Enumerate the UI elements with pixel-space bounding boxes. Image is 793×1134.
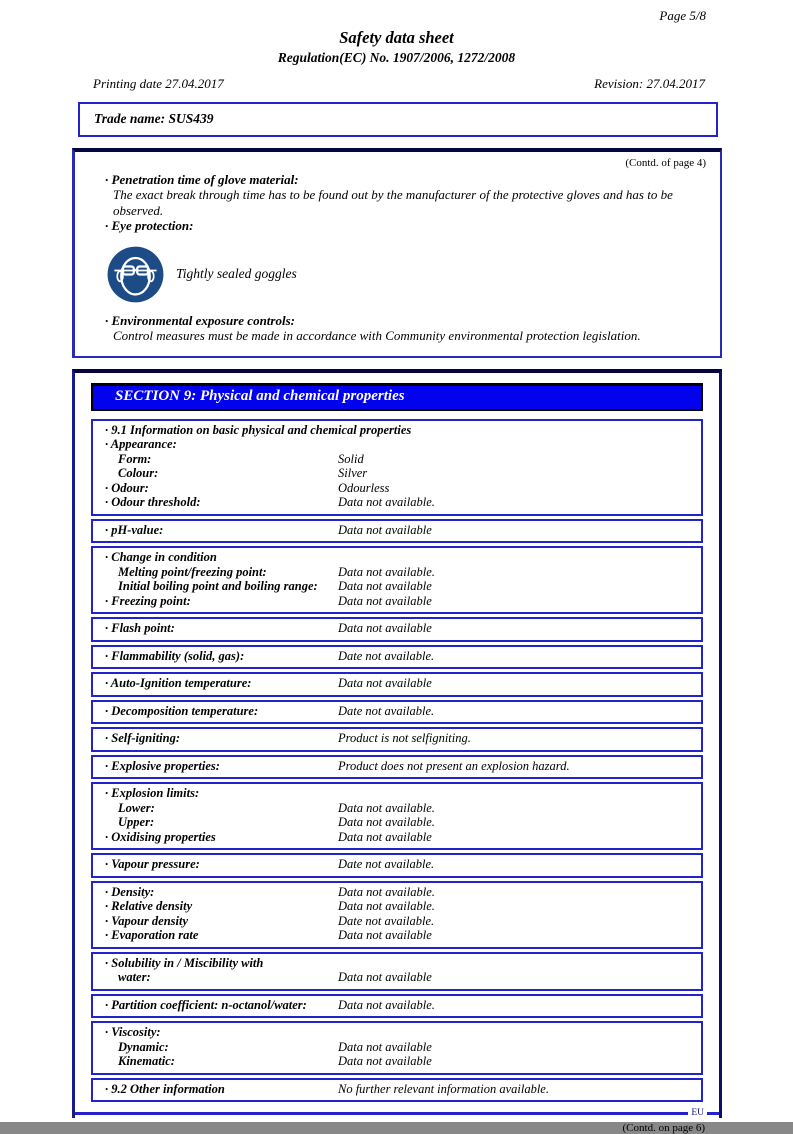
property-label: Lower: [118,800,155,815]
property-label: · 9.1 Information on basic physical and chemical properties [105,422,412,437]
dates-row [93,76,705,92]
property-row [101,1025,693,1040]
property-row [101,481,693,496]
property-table [91,419,703,516]
environmental-exposure-body: Control measures must be made in accordance with Community environmental protection legislation. [113,328,641,343]
property-table [91,1021,703,1075]
property-row [101,815,693,830]
property-value: Date not available. [338,648,435,663]
property-label: · Flash point: [105,621,175,635]
property-label: water: [118,970,151,984]
environmental-exposure-heading: · Environmental exposure controls: [105,312,295,328]
property-value: Data not available [338,1054,432,1068]
property-row [101,928,693,943]
exposure-controls-box [72,148,722,358]
property-row [101,452,693,467]
eu-line-segment-end [707,1112,719,1115]
property-row [101,621,693,636]
property-label: · Vapour pressure: [105,857,200,871]
goggles-pictogram-row [107,246,706,303]
property-table [91,782,703,850]
property-row [101,998,693,1013]
property-table [91,881,703,949]
property-label: Initial boiling point and boiling range: [118,579,318,593]
property-label: · Odour: [105,480,149,495]
property-row [101,914,693,929]
property-row [101,523,693,538]
property-value: Data not available [338,522,432,537]
property-label: · Solubility in / Miscibility with [105,955,264,970]
property-value: Data not available. [338,800,435,815]
property-label: · Vapour density [105,913,189,928]
property-row [101,423,693,438]
property-table [91,727,703,752]
property-row [101,830,693,845]
goggles-caption: Tightly sealed goggles [176,266,297,282]
trade-name: Trade name: SUS439 [94,111,214,126]
property-value: Product does not present an explosion hazard. [338,758,570,773]
document-subtitle: Regulation(EC) No. 1907/2006, 1272/2008 [277,50,516,65]
property-row [101,649,693,664]
property-value: Data not available [338,970,432,984]
property-row [101,731,693,746]
property-label: · Explosion limits: [105,786,200,800]
trade-name-box [78,102,718,137]
property-label: · Relative density [105,899,193,913]
property-label: · Oxidising properties [105,829,216,844]
property-label: Kinematic: [118,1054,175,1068]
property-label: · Viscosity: [105,1025,161,1039]
property-row [101,704,693,719]
goggles-pictogram-icon [107,246,164,303]
property-row [101,1054,693,1069]
property-value: Data not available [338,1039,432,1054]
revision-date: Revision: 27.04.2017 [594,76,705,91]
property-value: Date not available. [338,913,435,928]
property-row [101,857,693,872]
property-value: Data not available. [338,899,435,913]
property-table [91,645,703,670]
property-row [101,1040,693,1055]
property-row [101,437,693,452]
property-row [101,579,693,594]
property-label: Form: [118,451,152,466]
property-label: · Appearance: [105,437,177,451]
property-value: Date not available. [338,857,435,871]
property-table [91,952,703,991]
property-value: Data not available. [338,495,435,509]
property-row [101,885,693,900]
property-row [101,899,693,914]
property-row [101,1082,693,1097]
property-value: Data not available [338,621,432,635]
property-label: · Freezing point: [105,593,191,608]
property-label: · Auto-Ignition temperature: [105,676,252,690]
property-value: Solid [338,451,364,466]
property-value: Data not available [338,676,432,690]
property-label: · Partition coefficient: n-octanol/water: [105,997,307,1012]
property-value: Data not available. [338,564,435,579]
section9-box [72,369,722,1119]
property-table [91,994,703,1019]
property-label: Melting point/freezing point: [118,564,267,579]
property-value: Data not available [338,593,432,608]
section9-header: SECTION 9: Physical and chemical properties [91,383,703,411]
property-table [91,546,703,614]
property-label: · Odour threshold: [105,495,201,509]
property-table [91,519,703,544]
property-value: Product is not selfigniting. [338,731,471,745]
property-table [91,1078,703,1103]
property-label: · Decomposition temperature: [105,703,259,718]
property-label: · Change in condition [105,550,217,564]
property-row [101,956,693,971]
property-row [101,970,693,985]
property-label: Colour: [118,466,159,480]
contd-of-note: (Contd. of page 4) [625,157,706,169]
page-number: Page 5/8 [659,8,706,23]
property-label: · Flammability (solid, gas): [105,648,245,663]
eu-region-label: EU [691,1108,704,1118]
property-label: · Evaporation rate [105,928,199,942]
property-label: · Explosive properties: [105,758,220,773]
property-row [101,565,693,580]
property-label: Dynamic: [118,1039,169,1054]
eye-protection-heading: · Eye protection: [105,218,194,233]
property-row [101,594,693,609]
eu-footer-line [75,1109,719,1118]
property-label: · pH-value: [105,522,164,537]
contd-on-note: (Contd. on page 6) [622,1122,705,1134]
property-value: Data not available. [338,997,435,1012]
property-value: Silver [338,466,368,480]
property-table [91,755,703,780]
property-value: No further relevant information available. [338,1081,549,1096]
property-row [101,801,693,816]
property-value: Data not available. [338,815,435,829]
document-title: Safety data sheet [339,28,454,47]
eu-line-segment [75,1112,688,1115]
printing-date: Printing date 27.04.2017 [93,76,224,91]
property-table [91,853,703,878]
property-row [101,550,693,565]
property-value: Data not available [338,579,432,593]
property-row [101,786,693,801]
properties-tables [91,419,703,1103]
property-value: Data not available. [338,884,435,899]
property-table [91,672,703,697]
property-value: Date not available. [338,703,435,718]
property-value: Data not available [338,928,432,942]
property-label: · 9.2 Other information [105,1081,225,1096]
penetration-time-heading: · Penetration time of glove material: [105,171,299,187]
property-table [91,617,703,642]
property-row [101,759,693,774]
penetration-time-body: The exact break through time has to be found out by the manufacturer of the protective gloves and has to be observed. [113,187,673,218]
property-label: · Self-igniting: [105,731,181,745]
property-label: · Density: [105,884,155,899]
property-row [101,676,693,691]
property-table [91,700,703,725]
property-row [101,495,693,510]
property-row [101,466,693,481]
property-value: Odourless [338,480,390,495]
property-label: Upper: [118,815,155,829]
property-value: Data not available [338,829,432,844]
